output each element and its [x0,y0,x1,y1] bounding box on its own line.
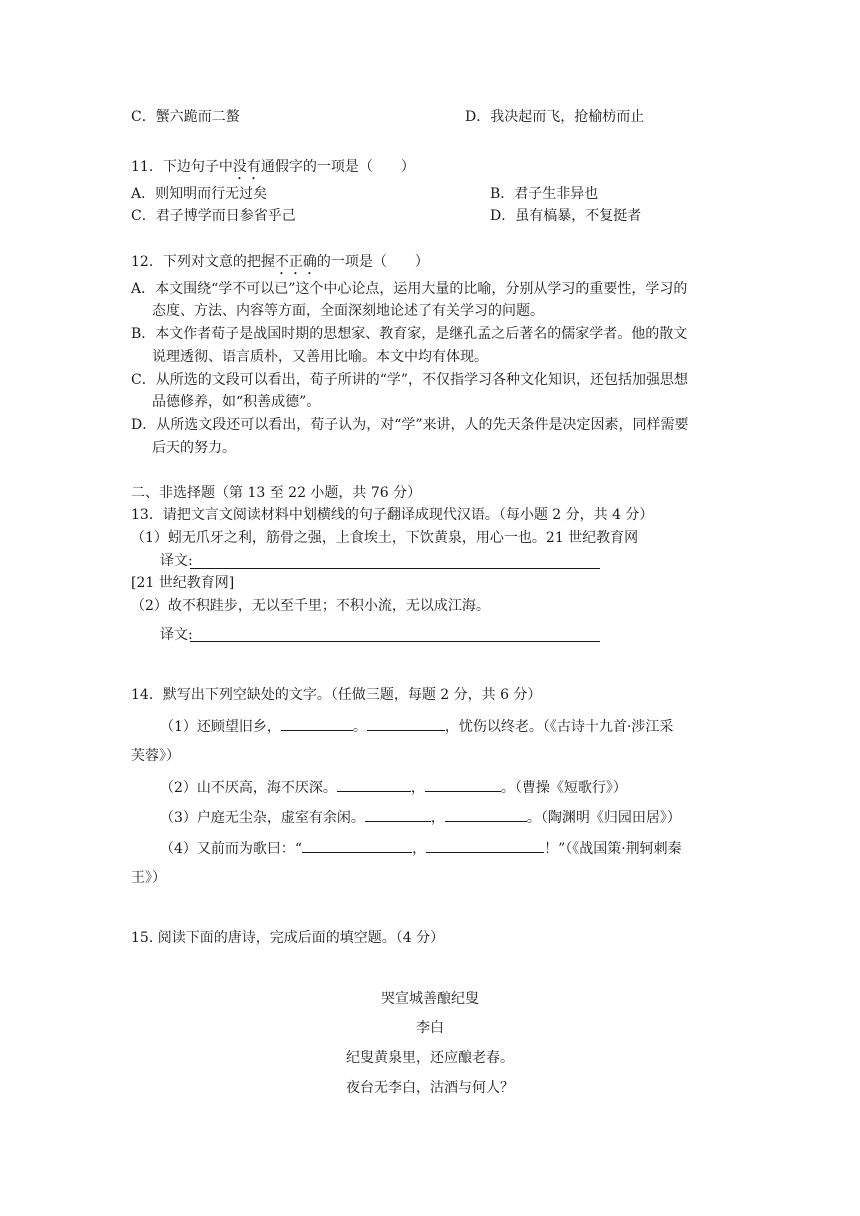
poem-author: 李白 [416,1020,444,1036]
q14-item-4-wrap: 王》） [131,870,166,886]
q12-option-a-line2: 态度、方法、内容等方面，全面深刻地论述了有关学习的问题。 [152,303,544,319]
q11-stem: 11．下边句子中没有通假字的一项是（ ） [131,159,415,175]
q12-option-b-line2: 说理透彻、语言质朴，又善用比喻。本文中均有体现。 [152,349,488,365]
q11-option-b: B．君子生非异也 [490,186,599,202]
q12-option-d-line2: 后天的努力。 [152,440,236,456]
q13-answer-line-2[interactable] [190,641,600,642]
q11-option-c: C．君子博学而日参省乎己 [131,208,296,224]
q12-stem-emphasis: 不正确 [274,254,317,270]
q13-source-note: [21 世纪教育网] [131,575,235,591]
q14-2-blank-1[interactable] [337,777,411,792]
q14-3-blank-2[interactable] [445,807,527,822]
q14-item-1: （1）还顾望旧乡， 。 ，忧伤以终老。（《古诗十九首·涉江采 [160,716,673,737]
q13-translation-label-1: 译文: [160,553,193,569]
q12-option-b-line1: B．本文作者荀子是战国时期的思想家、教育家，是继孔孟之后著名的儒家学者。他的散文 [131,326,688,342]
q12-stem: 12．下列对文意的把握不正确的一项是（ ） [131,254,429,270]
q14-item-4: （4）又前而为歌曰：“ ， ！”（《战国策·荆轲刺秦 [160,838,682,859]
q13-answer-line-1[interactable] [190,568,600,569]
q12-option-a-line1: A．本文围绕“学不可以已”这个中心论点，运用大量的比喻，分别从学习的重要性，学习的 [131,281,688,297]
q14-3-blank-1[interactable] [365,807,431,822]
q11-stem-emphasis: 没有 [232,159,261,175]
q10-option-c: C．蟹六跪而二螯 [131,109,240,125]
poem-line-1: 纪叟黄泉里，还应酿老春。 [346,1050,514,1066]
q13-translation-label-2: 译文: [160,627,193,643]
q12-option-d-line1: D．从所选文段还可以看出，荀子认为，对“学”来讲，人的先天条件是决定因素，同样需要 [131,417,689,433]
q12-option-c-line2: 品德修养，如“积善成德”。 [152,394,321,410]
q14-2-blank-2[interactable] [425,777,501,792]
poem-line-2: 夜台无李白，沽酒与何人？ [346,1080,514,1096]
q14-item-1-wrap: 芙蓉》） [131,748,180,764]
q14-4-blank-1[interactable] [302,838,412,853]
q15-stem: 15. 阅读下面的唐诗，完成后面的填空题。（4 分） [131,930,445,946]
q13-stem: 13．请把文言文阅读材料中划横线的句子翻译成现代汉语。（每小题 2 分，共 4 分） [131,507,654,523]
q14-item-3: （3）户庭无尘杂，虚室有余闲。 ， 。（陶渊明《归园田居》） [160,807,681,828]
q14-item-2: （2）山不厌高，海不厌深。 ， 。（曹操《短歌行》） [160,777,627,798]
q14-4-blank-2[interactable] [426,838,544,853]
poem-title: 哭宣城善酿纪叟 [381,991,479,1007]
q13-sentence-1: （1）蚓无爪牙之利，筋骨之强，上食埃土，下饮黄泉，用心一也。21 世纪教育网 [131,530,639,546]
q12-option-c-line1: C．从所选的文段可以看出，荀子所讲的“学”，不仅指学习各种文化知识，还包括加强思想 [131,372,689,388]
q11-option-a: A．则知明而行无过矣 [131,186,268,202]
q13-sentence-2: （2）故不积跬步，无以至千里；不积小流，无以成江海。 [131,598,490,614]
section2-heading: 二、非选择题（第 13 至 22 小题，共 76 分） [131,485,422,501]
q14-1-blank-1[interactable] [281,716,353,731]
q14-stem: 14．默写出下列空缺处的文字。（任做三题，每题 2 分，共 6 分） [131,687,542,703]
q14-1-blank-2[interactable] [367,716,445,731]
q11-option-d: D．虽有槁暴，不复挺者 [490,208,642,224]
q10-option-d: D．我决起而飞，抢榆枋而止 [465,109,645,125]
